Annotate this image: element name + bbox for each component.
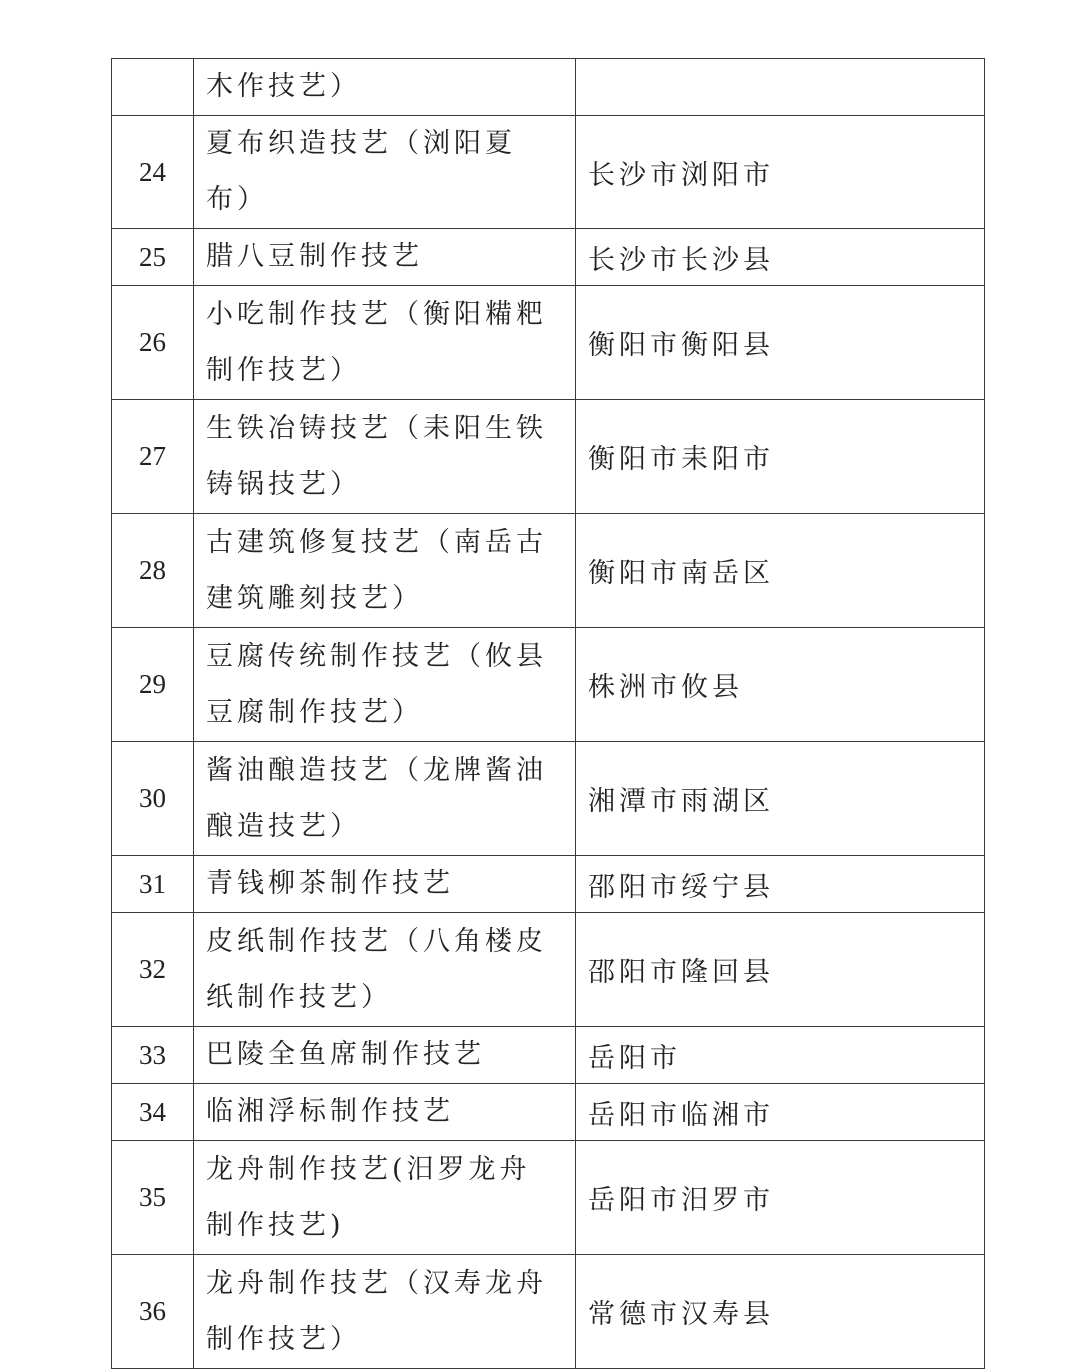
region-cell: 衡阳市衡阳县 [576, 286, 985, 400]
row-number-cell [112, 59, 194, 116]
row-number-cell: 35 [112, 1141, 194, 1255]
project-name-cell: 龙舟制作技艺（汉寿龙舟制作技艺） [194, 1255, 576, 1369]
table-row [112, 116, 985, 229]
table-row [112, 1141, 985, 1255]
project-name-cell: 豆腐传统制作技艺（攸县豆腐制作技艺） [194, 628, 576, 742]
row-number-cell: 26 [112, 286, 194, 400]
region-cell: 岳阳市汨罗市 [576, 1141, 985, 1255]
row-number-cell: 36 [112, 1255, 194, 1369]
project-name-cell: 临湘浮标制作技艺 [194, 1084, 576, 1141]
table-row [112, 1255, 985, 1369]
project-name-cell: 腊八豆制作技艺 [194, 229, 576, 286]
row-number-cell: 27 [112, 400, 194, 514]
region-cell: 衡阳市南岳区 [576, 514, 985, 628]
project-name-cell: 青钱柳茶制作技艺 [194, 856, 576, 913]
table-body [112, 59, 985, 1369]
region-cell: 衡阳市耒阳市 [576, 400, 985, 514]
row-number-cell: 28 [112, 514, 194, 628]
row-number-cell: 29 [112, 628, 194, 742]
table-row [112, 514, 985, 628]
heritage-list-table [111, 58, 985, 1369]
table-row [112, 913, 985, 1027]
project-name-cell: 巴陵全鱼席制作技艺 [194, 1027, 576, 1084]
project-name-cell: 小吃制作技艺（衡阳糒粑制作技艺） [194, 286, 576, 400]
region-cell: 长沙市浏阳市 [576, 116, 985, 229]
project-name-cell: 生铁冶铸技艺（耒阳生铁铸锅技艺） [194, 400, 576, 514]
region-cell: 长沙市长沙县 [576, 229, 985, 286]
project-name-cell: 古建筑修复技艺（南岳古建筑雕刻技艺） [194, 514, 576, 628]
row-number-cell: 32 [112, 913, 194, 1027]
region-cell: 株洲市攸县 [576, 628, 985, 742]
region-cell: 邵阳市绥宁县 [576, 856, 985, 913]
table-row [112, 59, 985, 116]
region-cell [576, 59, 985, 116]
row-number-cell: 25 [112, 229, 194, 286]
table-row [112, 856, 985, 913]
project-name-cell: 木作技艺） [194, 59, 576, 116]
table-row [112, 1084, 985, 1141]
row-number-cell: 31 [112, 856, 194, 913]
row-number-cell: 24 [112, 116, 194, 229]
project-name-cell: 酱油酿造技艺（龙牌酱油酿造技艺） [194, 742, 576, 856]
project-name-cell: 龙舟制作技艺(汨罗龙舟制作技艺) [194, 1141, 576, 1255]
project-name-cell: 夏布织造技艺（浏阳夏布） [194, 116, 576, 229]
region-cell: 岳阳市 [576, 1027, 985, 1084]
table-row [112, 1027, 985, 1084]
table-row [112, 229, 985, 286]
region-cell: 岳阳市临湘市 [576, 1084, 985, 1141]
row-number-cell: 30 [112, 742, 194, 856]
table-row [112, 286, 985, 400]
region-cell: 常德市汉寿县 [576, 1255, 985, 1369]
project-name-cell: 皮纸制作技艺（八角楼皮纸制作技艺） [194, 913, 576, 1027]
region-cell: 湘潭市雨湖区 [576, 742, 985, 856]
row-number-cell: 34 [112, 1084, 194, 1141]
region-cell: 邵阳市隆回县 [576, 913, 985, 1027]
row-number-cell: 33 [112, 1027, 194, 1084]
table-row [112, 400, 985, 514]
table-row [112, 742, 985, 856]
table-row [112, 628, 985, 742]
